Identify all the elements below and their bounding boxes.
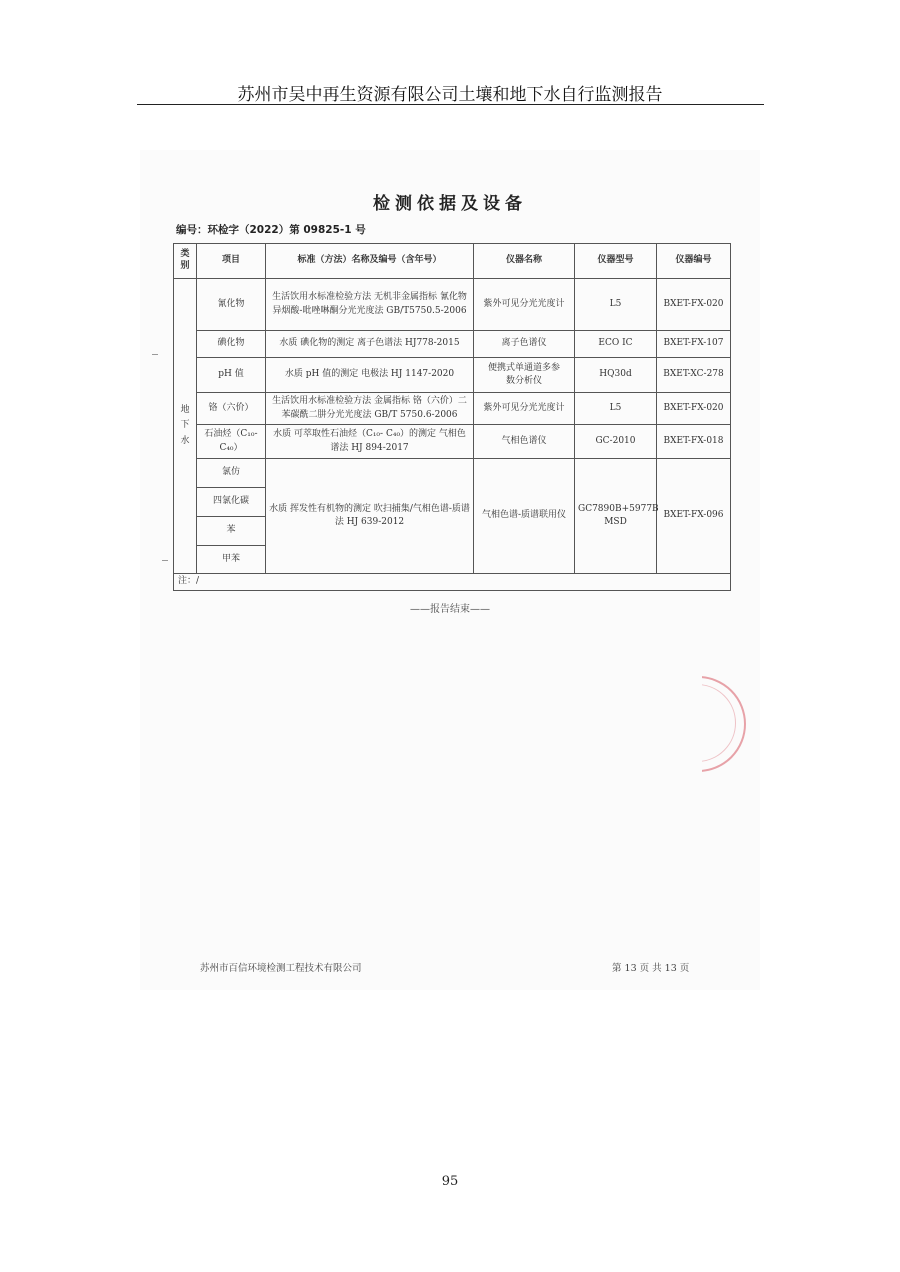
document-title: 检测依据及设备 — [373, 194, 527, 214]
header-standard: 标准（方法）名称及编号（含年号） — [266, 244, 474, 279]
instrument-name-cell: 便携式单通道多参数分析仪 — [474, 358, 575, 393]
instrument-model-cell: L5 — [575, 393, 657, 425]
header-instrument-code: 仪器编号 — [657, 244, 731, 279]
item-cell: 氯仿 — [197, 459, 266, 488]
header-category: 类别 — [174, 244, 197, 279]
table-note-row — [174, 574, 731, 591]
instrument-code-cell: BXET-FX-020 — [657, 279, 731, 331]
instrument-code-cell: BXET-FX-020 — [657, 393, 731, 425]
instrument-name-cell: 气相色谱仪 — [474, 425, 575, 459]
scan-mark — [162, 560, 168, 561]
standard-cell: 水质 挥发性有机物的测定 吹扫捕集/气相色谱-质谱法 HJ 639-2012 — [266, 459, 474, 574]
item-cell: pH 值 — [197, 358, 266, 393]
report-header-title: 苏州市吴中再生资源有限公司土壤和地下水自行监测报告 — [237, 85, 663, 105]
header-instrument-name: 仪器名称 — [474, 244, 575, 279]
table-header-row — [174, 244, 731, 279]
standard-cell: 水质 碘化物的测定 离子色谱法 HJ778-2015 — [266, 331, 474, 358]
item-cell: 甲苯 — [197, 546, 266, 574]
instrument-code-cell: BXET-FX-096 — [657, 459, 731, 574]
header-instrument-model: 仪器型号 — [575, 244, 657, 279]
standard-cell: 生活饮用水标准检验方法 无机非金属指标 氰化物 异烟酸-吡唑啉酮分光光度法 GB/T5750.5-2006 — [266, 279, 474, 331]
page-number: 95 — [441, 1174, 459, 1189]
item-cell: 石油烃（C₁₀- C₄₀） — [197, 425, 266, 459]
item-cell: 铬（六价） — [197, 393, 266, 425]
item-cell: 碘化物 — [197, 331, 266, 358]
instrument-code-cell: BXET-FX-107 — [657, 331, 731, 358]
table-note: 注：/ — [174, 574, 731, 591]
footer-page-info: 第 13 页 共 13 页 — [612, 963, 690, 974]
instrument-model-cell: GC-2010 — [575, 425, 657, 459]
table-row — [174, 393, 731, 425]
table-row — [174, 331, 731, 358]
scan-mark — [152, 354, 158, 355]
item-cell: 氰化物 — [197, 279, 266, 331]
instrument-name-cell: 离子色谱仪 — [474, 331, 575, 358]
table-row — [174, 279, 731, 331]
instrument-model-cell: GC7890B+5977B MSD — [575, 459, 657, 574]
instrument-model-cell: HQ30d — [575, 358, 657, 393]
instrument-name-cell: 紫外可见分光光度计 — [474, 393, 575, 425]
header-rule — [137, 104, 764, 105]
category-cell: 地下水 — [174, 279, 197, 574]
header-item: 项目 — [197, 244, 266, 279]
report-end-mark: ——报告结束—— — [410, 604, 490, 615]
item-cell: 苯 — [197, 517, 266, 546]
table-row — [174, 459, 731, 488]
instrument-code-cell: BXET-FX-018 — [657, 425, 731, 459]
instrument-model-cell: ECO IC — [575, 331, 657, 358]
item-cell: 四氯化碳 — [197, 488, 266, 517]
instrument-code-cell: BXET-XC-278 — [657, 358, 731, 393]
instrument-model-cell: L5 — [575, 279, 657, 331]
standard-cell: 水质 pH 值的测定 电极法 HJ 1147-2020 — [266, 358, 474, 393]
instrument-name-cell: 气相色谱-质谱联用仪 — [474, 459, 575, 574]
document-number: 编号：环检字（2022）第 09825-1 号 — [176, 224, 366, 236]
testing-basis-table — [173, 243, 731, 591]
table-row — [174, 425, 731, 459]
official-seal-icon — [702, 676, 746, 772]
standard-cell: 水质 可萃取性石油烃（C₁₀- C₄₀）的测定 气相色谱法 HJ 894-2017 — [266, 425, 474, 459]
standard-cell: 生活饮用水标准检验方法 金属指标 铬（六价）二苯碳酰二肼分光光度法 GB/T 5750.6-2006 — [266, 393, 474, 425]
footer-company: 苏州市百信环境检测工程技术有限公司 — [200, 963, 362, 974]
table-row — [174, 358, 731, 393]
instrument-name-cell: 紫外可见分光光度计 — [474, 279, 575, 331]
